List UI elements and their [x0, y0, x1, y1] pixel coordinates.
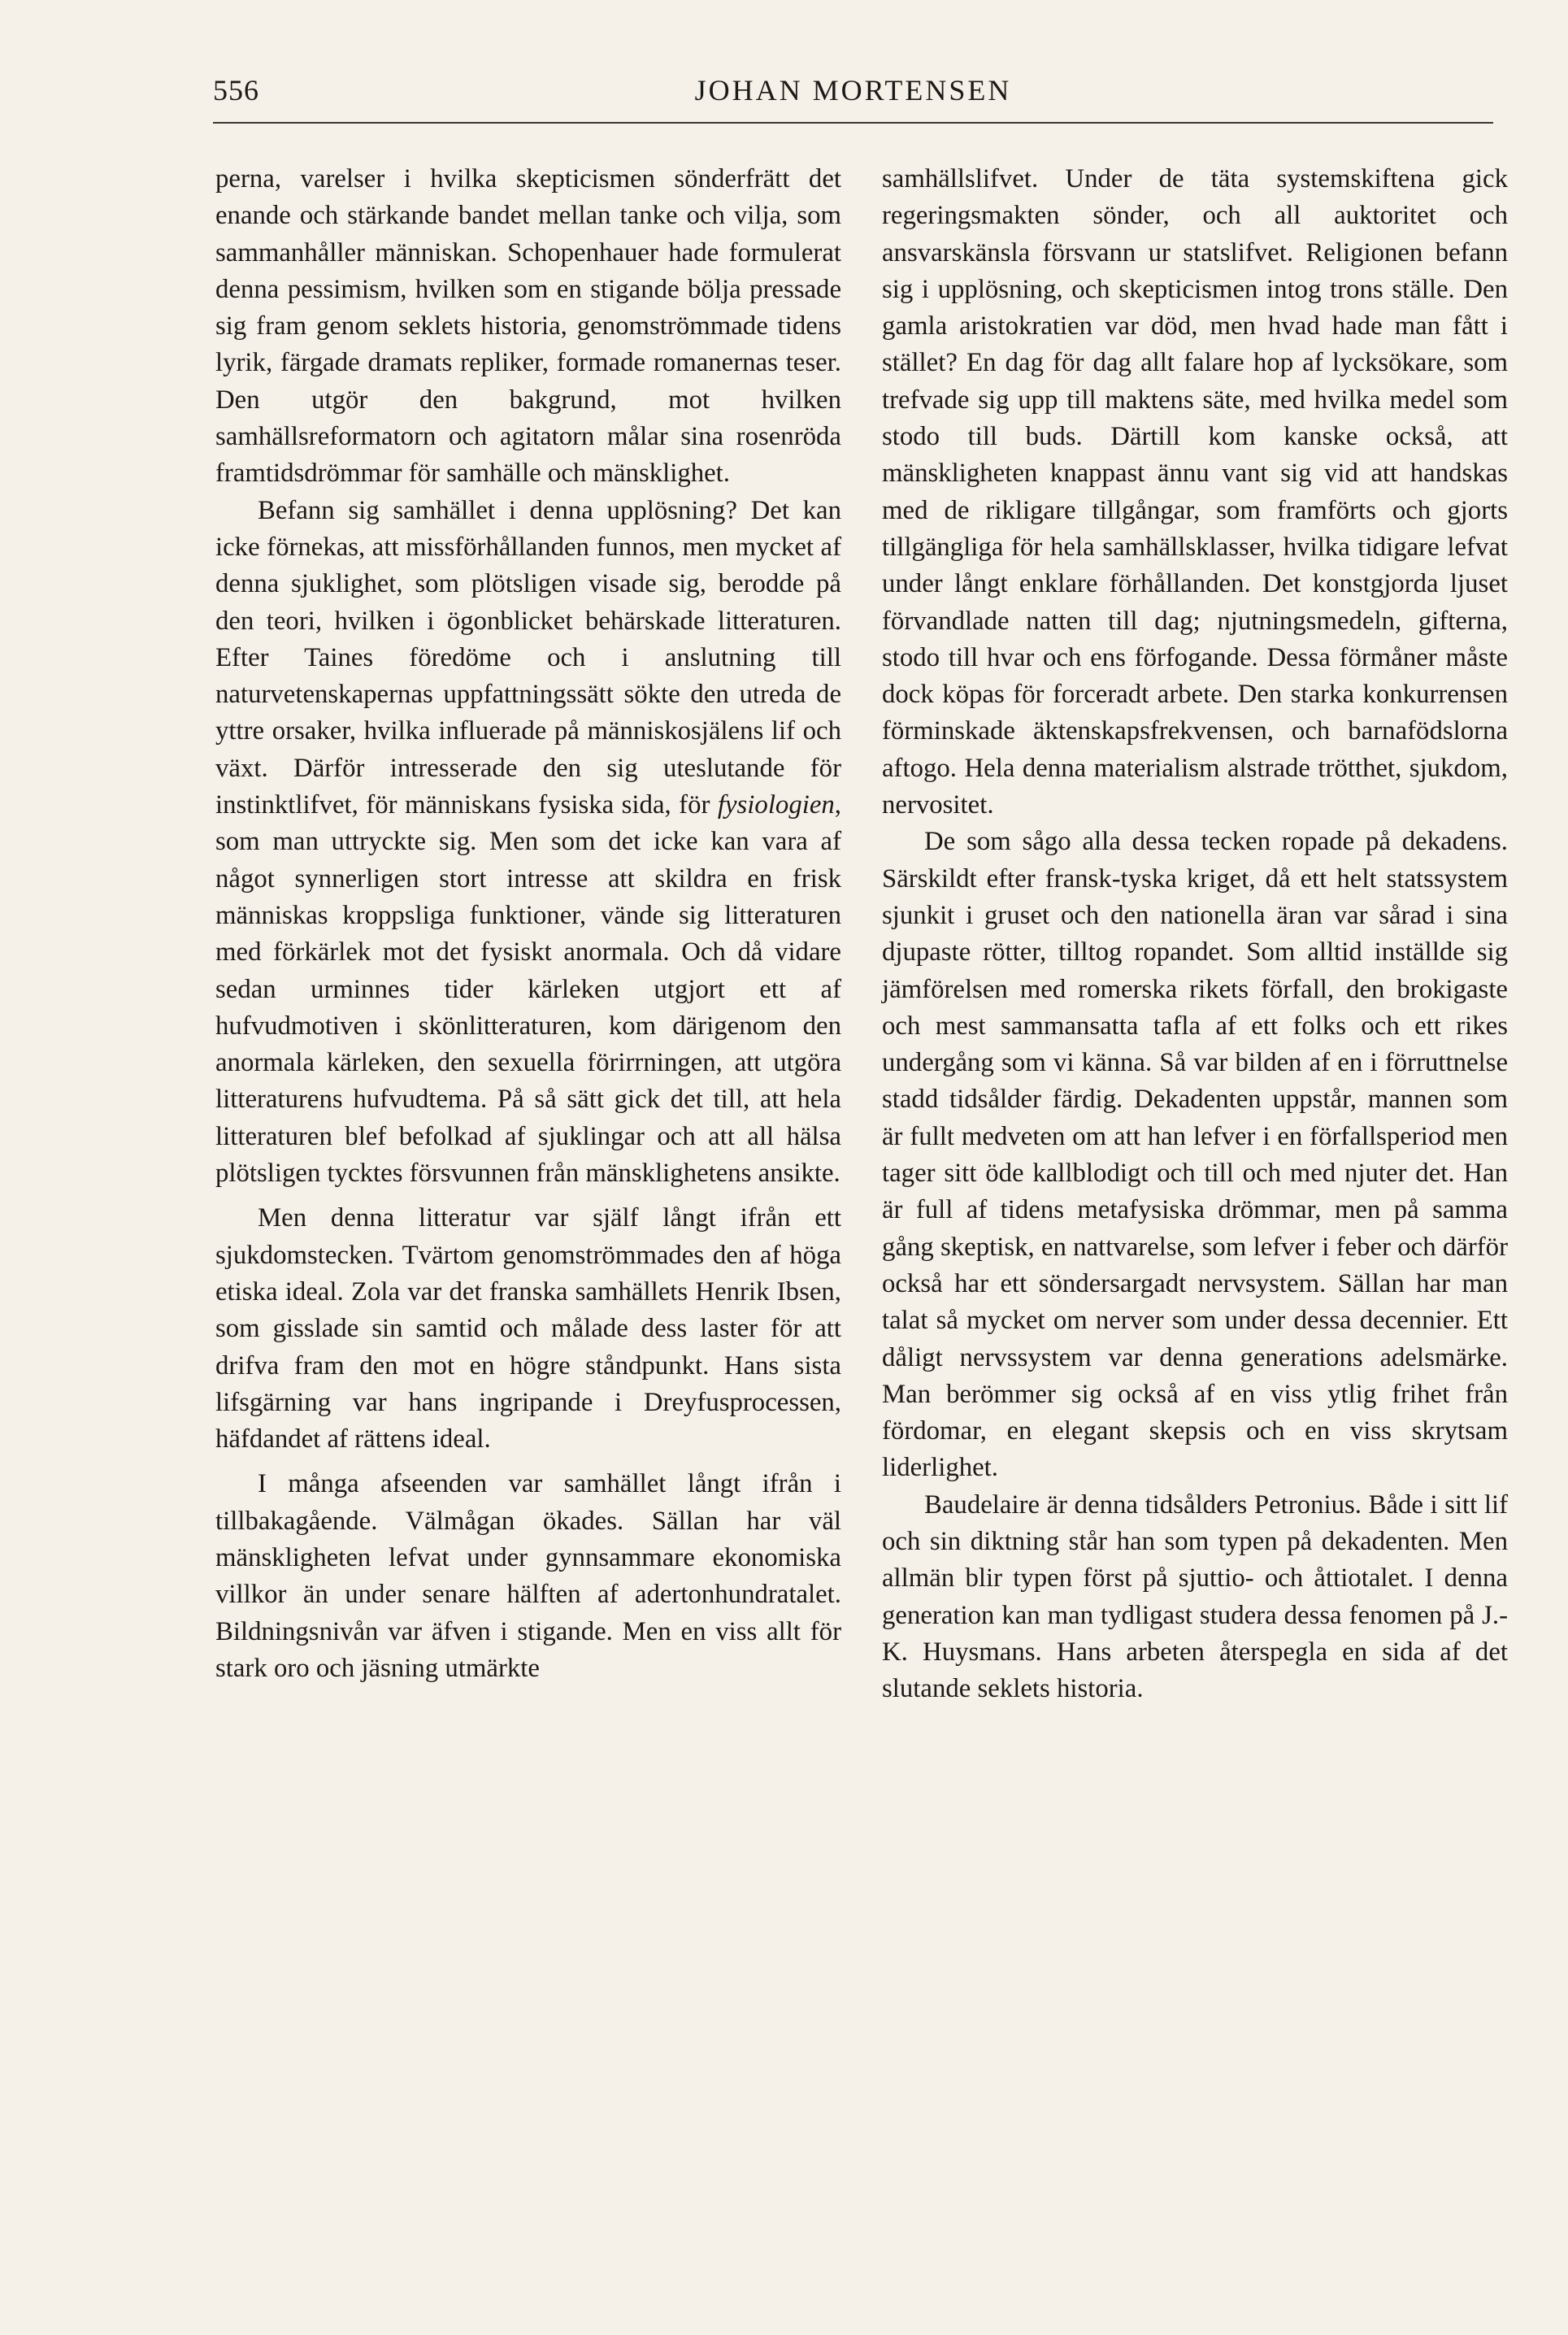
paragraph: I många afseenden var samhället långt ifrån i tillbakagående. Välmågan ökades. Sällan har väl mänskligheten lefvat under gynnsammare ekonomiska villkor än under senare hälften af adertonhundratalet. Bildningsnivån var äfven i stigande. Men en viss allt för stark oro och jäsning utmärkte: [215, 1469, 841, 1683]
right-column: [882, 161, 1508, 1707]
running-head: JOHAN MORTENSEN: [694, 74, 1012, 107]
paragraph: Men denna litteratur var själf långt ifrån ett sjukdomstecken. Tvärtom genomströmmades den af höga etiska ideal. Zola var det franska samhällets Henrik Ibsen, som gisslade sin samtid och målade dess laster för att drifva fram den mot en högre ståndpunkt. Hans sista lifsgärning var hans ingripande i Dreyfusprocessen, häfdandet af rättens ideal.: [215, 1203, 841, 1454]
paragraph: De som sågo alla dessa tecken ropade på dekadens. Särskildt efter fransk-tyska kriget, då ett helt statssystem sjunkit i gruset och den nationella äran var sårad i sina djupaste rötter, tilltog ropandet. Som alltid inställde sig jämförelsen med romerska rikets förfall, den brokigaste och mest sammansatta tafla af ett folks och ett rikes undergång som vi känna. Så var bilden af en i förruttnelse stadd tidsålder färdig. Dekadenten uppstår, mannen som är fullt medveten om att han lefver i en förfallsperiod men tager sitt öde kallblodigt och till och med njuter det. Han är full af tidens metafysiska drömmar, men på samma gång skeptisk, en nattvarelse, som lefver i feber och därför också har ett söndersargadt nervsystem. Sällan har man talat så mycket om nerver som under dessa decennier. Ett dåligt nervssystem var denna generations adelsmärke. Man berömmer sig också af en viss ytlig frihet från fördomar, en elegant skepsis och en viss skrytsam liderlighet.: [882, 827, 1508, 1483]
paragraph-text: , som man uttryckte sig. Men som det icke kan vara af något synnerligen stort intresse att skildra en frisk människas kroppsliga funktioner, vände sig litteraturen med förkärlek mot det fysiskt anormala. Och då vidare sedan urminnes tider kärleken utgjort ett af hufvudmotiven i skönlitteraturen, kom därigenom den anormala kärleken, den sexuella förirrningen, att utgöra litteraturens hufvudtema. På så sätt gick det till, att hela litteraturen blef befolkad af sjuklingar och att all hälsa plötsligen tycktes försvunnen från mänsklighetens ansikte.: [215, 790, 841, 1189]
paragraph: samhällslifvet. Under de täta systemskiftena gick regeringsmakten sönder, och all auktoritet och ansvarskänsla försvann ur statslifvet. Religionen befann sig i upplösning, och skepticismen intog trons ställe. Den gamla aristokratien var död, men hvad hade man fått i stället? En dag för dag allt falare hop af lycksökare, som trefvade sig upp till maktens säte, med hvilka medel som stodo till buds. Därtill kom kanske också, att mänskligheten knappast ännu vant sig vid att handskas med de rikligare tillgångar, som framförts och gjorts tillgängliga för hela samhällsklasser, hvilka tidigare lefvat under långt enklare förhållanden. Det konstgjorda ljuset förvandlade natten till dag; njutningsmedeln, gifterna, stodo till hvar och ens förfogande. Dessa förmåner måste dock köpas för forceradt arbete. Den starka konkurrensen förminskade äktenskapsfrekvensen, och barnafödslorna aftogo. Hela denna materialism alstrade trötthet, sjukdom, nervositet.: [882, 164, 1508, 820]
page-number: 556: [213, 74, 259, 107]
paragraph-text: Befann sig samhället i denna upplösning? Det kan icke förnekas, att missförhållanden funnos, men mycket af denna sjuklighet, som plötsligen visade sig, berodde på den teori, hvilken i ögonblicket behärskade litteraturen. Efter Taines föredöme och i anslutning till naturvetenskapernas uppfattningssätt sökte den utreda de yttre orsaker, hvilka influerade på människosjälens lif och växt. Därför intresserade den sig uteslutande för instinktlifvet, för människans fysiska sida, för: [215, 495, 841, 820]
left-column: [215, 161, 841, 1687]
paragraph: perna, varelser i hvilka skepticismen sönderfrätt det enande och stärkande bandet mellan tanke och vilja, som sammanhåller människan. Schopenhauer hade formulerat denna pessimism, hvilken som en stigande bölja pressade sig fram genom seklets historia, genomströmmade tidens lyrik, färgade dramats repliker, formade romanernas teser. Den utgör den bakgrund, mot hvilken samhällsreformatorn och agitatorn målar sina rosenröda framtidsdrömmar för samhälle och mänsklighet.: [215, 164, 841, 489]
page-header: [213, 67, 1493, 124]
header-rule: [213, 122, 1493, 124]
italic-term: fysiologien: [717, 790, 835, 820]
paragraph: Baudelaire är denna tidsålders Petronius. Både i sitt lif och sin diktning står han som typen på dekadenten. Men allmän blir typen först på sjuttio- och åttiotalet. I denna generation kan man tydligast studera dessa fenomen på J.-K. Huysmans. Hans arbeten återspegla en sida af det slutande seklets historia.: [882, 1489, 1508, 1704]
paragraph: [215, 493, 841, 1193]
